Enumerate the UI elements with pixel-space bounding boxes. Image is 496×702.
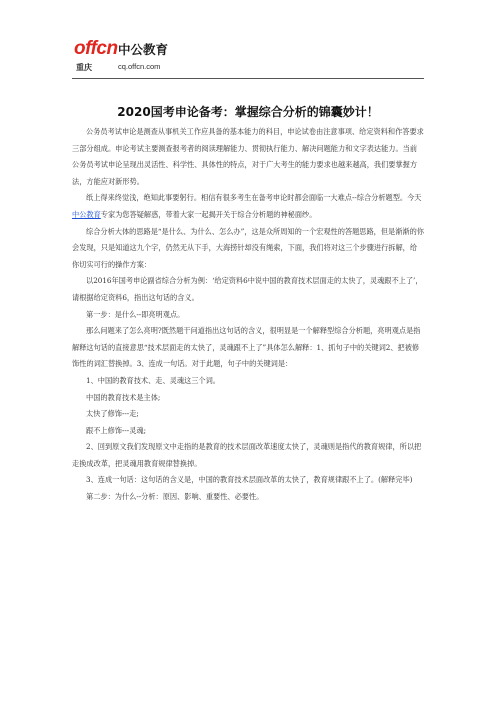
paragraph-approach: 综合分析大体的思路是“是什么、为什么、怎么办”，这是众所周知的一个宏观性的答题思路，但是渐渐的你会发现，只是知道这九个字，仍然无从下手，大海捞针却没有绳索，下面，我们将对这三个步骤进行拆解，给你切实可行的操作方案： bbox=[72, 226, 424, 269]
paragraph-step-one: 第一步：是什么--即亮明观点。 bbox=[86, 309, 185, 319]
paragraph-modifier-walk: 太快了修饰---走; bbox=[86, 409, 139, 419]
logo-city: 重庆 bbox=[76, 63, 92, 72]
document-title: 2020国考申论备考：掌握综合分析的锦囊妙计！ bbox=[117, 105, 379, 119]
paragraph-keywords: 1、中国的教育技术、走、灵魂这三个词。 bbox=[86, 375, 220, 385]
paragraph-subject: 中国的教育技术是主体; bbox=[86, 392, 161, 402]
article-body bbox=[72, 124, 424, 506]
paragraph-lead-in bbox=[72, 190, 424, 223]
page-header bbox=[72, 36, 424, 76]
paragraph-example: 以2016年国考申论副省综合分析为例：‘给定资料6中说中国的教育技术层面走的太快了，灵魂跟不上了’，请根据给定资料6，指出这句话的含义。 bbox=[72, 276, 423, 302]
logo-site-url: cq.offcn.com bbox=[118, 62, 161, 71]
paragraph-text-before-link: 纸上得来终觉浅，绝知此事要躬行。相信有很多考生在备考申论时都会面临一大难点--综合分析题型。今天 bbox=[86, 193, 422, 203]
logo-brand-mark: offcn bbox=[74, 38, 118, 59]
paragraph-explanation: 那么问题来了怎么亮明?既然题干问道指出这句话的含义，很明显是一个解释型综合分析题，亮明观点是指解释这句话的直接意思“技术层面走的太快了，灵魂跟不上了”具体怎么解释：1、抓句子中的关键词2、把被修饰性的词汇替换掉。3、连成一句话。对于此题，句子中的关键词是： bbox=[72, 326, 421, 369]
paragraph-replace: 2、回到原文我们发现原文中走指的是教育的技术层面改革速度太快了，灵魂则是指代的教育规律，所以把走换成改革，把灵魂用教育规律替换掉。 bbox=[72, 442, 422, 468]
paragraph-text-after-link: 专家为您答疑解惑，带着大家一起揭开关于综合分析题的神秘面纱。 bbox=[100, 209, 317, 219]
paragraph-intro: 公务员考试申论是测查从事机关工作应具备的基本能力的科目，申论试卷由注意事项、给定资料和作答要求三部分组成。申论考试主要测查报考者的阅读理解能力、贯彻执行能力、解决问题能力和文字表达能力。当前公务员考试申论呈现出灵活性、科学性、具体性的特点，对于广大考生的能力要求也越来越高，我们要掌握方法，方能应对新形势。 bbox=[72, 127, 424, 186]
paragraph-step-two: 第二步：为什么--分析：原因、影响、重要性、必要性。 bbox=[86, 492, 264, 502]
paragraph-modifier-soul: 跟不上修饰---灵魂; bbox=[86, 425, 147, 435]
logo-brand-name: 中公教育 bbox=[118, 42, 169, 57]
paragraph-combine: 3、连成一句话：这句话的含义是，中国的教育技术层面改革的太快了，教育规律跟不上了。(解释完毕) bbox=[86, 475, 413, 485]
offcn-link[interactable]: 中公教育 bbox=[72, 209, 101, 219]
header-divider bbox=[72, 78, 424, 79]
